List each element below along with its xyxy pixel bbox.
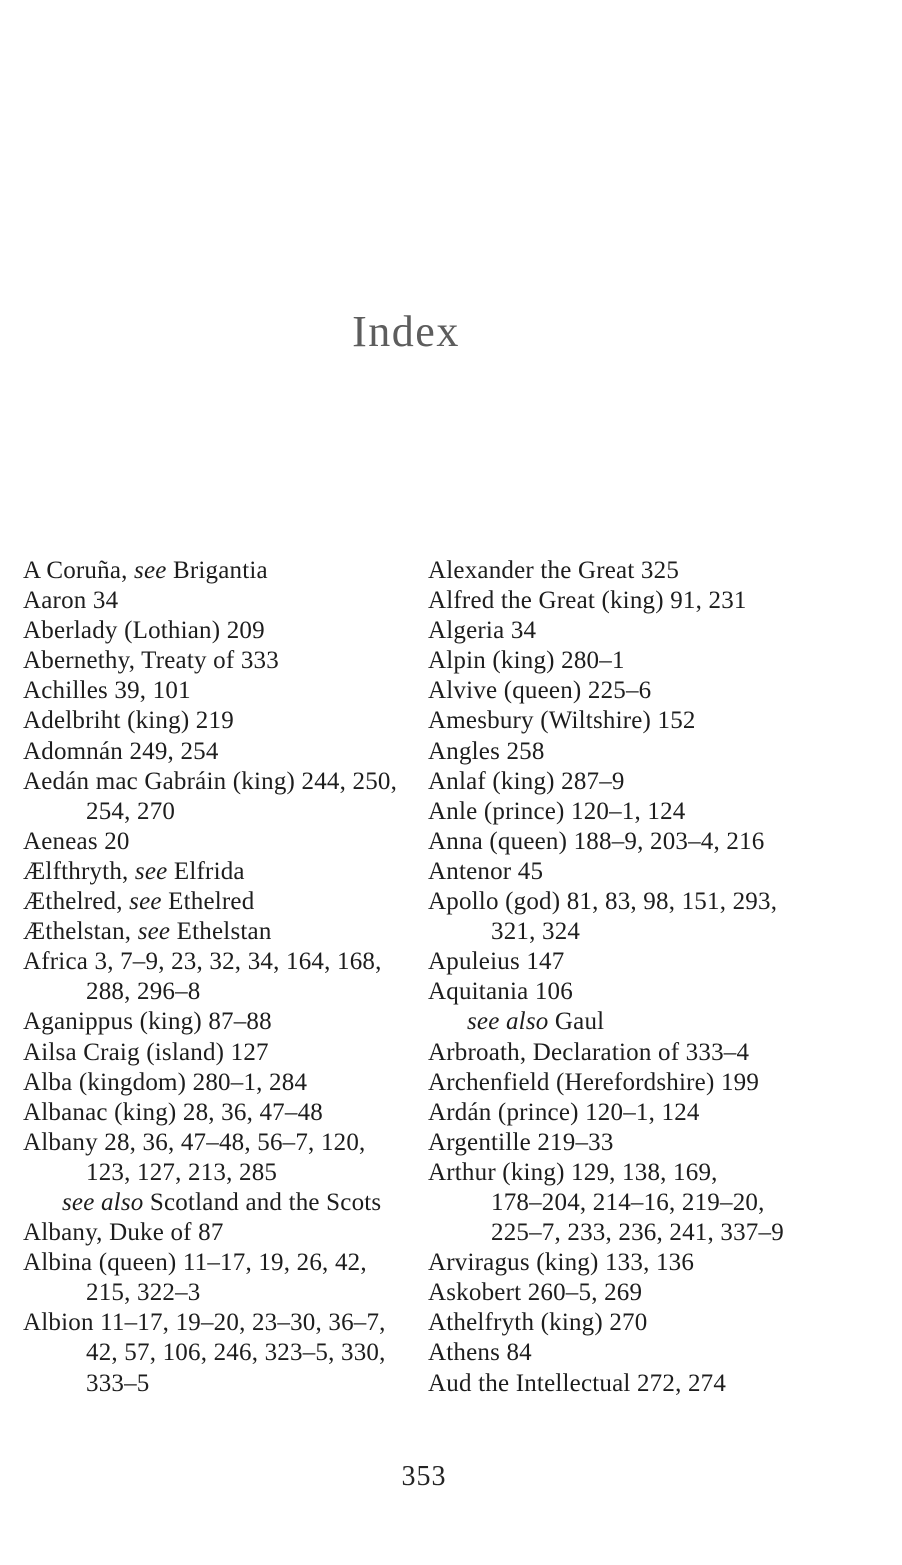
index-entry: Albina (queen) 11–17, 19, 26, 42, [23, 1249, 367, 1277]
index-entry: Angles 258 [428, 737, 545, 765]
index-entry: Alvive (queen) 225–6 [428, 677, 652, 705]
index-entry: Apollo (god) 81, 83, 98, 151, 293, [428, 888, 778, 916]
index-entry: Arviragus (king) 133, 136 [428, 1249, 695, 1277]
index-entry: Alpin (king) 280–1 [428, 647, 625, 675]
index-entry-continuation: 321, 324 [491, 918, 581, 946]
index-see-also-line: see also Gaul [467, 1008, 605, 1036]
index-entry: Antenor 45 [428, 857, 544, 885]
index-entry: Apuleius 147 [428, 948, 565, 976]
index-entry: Aganippus (king) 87–88 [23, 1008, 272, 1036]
index-entry: Achilles 39, 101 [23, 677, 191, 705]
index-column-right [428, 556, 894, 1399]
index-entry: Athens 84 [428, 1339, 532, 1367]
index-entry-continuation: 215, 322–3 [86, 1279, 201, 1307]
index-entry: A Coruña, see Brigantia [23, 557, 268, 584]
index-entry-continuation: 254, 270 [86, 797, 176, 825]
index-entry: Argentille 219–33 [428, 1128, 614, 1156]
index-entry: Anlaf (king) 287–9 [428, 767, 625, 795]
index-column-left [23, 556, 428, 1399]
index-entry: Arbroath, Declaration of 333–4 [428, 1038, 750, 1066]
index-entry-continuation: 178–204, 214–16, 219–20, [491, 1188, 765, 1216]
index-entry-continuation: 123, 127, 213, 285 [86, 1158, 278, 1186]
index-entry: Aud the Intellectual 272, 274 [428, 1369, 727, 1397]
index-entry: Ailsa Craig (island) 127 [23, 1038, 269, 1066]
index-see-also-line: see also Scotland and the Scots [62, 1188, 382, 1216]
index-entry: Albion 11–17, 19–20, 23–30, 36–7, [23, 1309, 386, 1337]
index-entry: Aedán mac Gabráin (king) 244, 250, [23, 767, 398, 795]
index-entry-continuation: 288, 296–8 [86, 978, 201, 1006]
index-entry: Æthelred, see Ethelred [23, 888, 255, 916]
index-entry: Arthur (king) 129, 138, 169, [428, 1158, 718, 1186]
page-title: Index [352, 307, 460, 356]
index-entry: Amesbury (Wiltshire) 152 [428, 707, 696, 735]
index-entry: Abernethy, Treaty of 333 [23, 647, 279, 675]
index-entry: Aeneas 20 [23, 827, 130, 855]
index-entry: Anna (queen) 188–9, 203–4, 216 [428, 827, 765, 855]
index-entry: Alba (kingdom) 280–1, 284 [23, 1068, 308, 1096]
index-entry: Aberlady (Lothian) 209 [23, 617, 265, 645]
index-entry-continuation: 42, 57, 106, 246, 323–5, 330, [86, 1339, 386, 1367]
index-entry: Alfred the Great (king) 91, 231 [428, 587, 747, 615]
index-entry: Adomnán 249, 254 [23, 737, 219, 765]
index-entry: Algeria 34 [428, 617, 537, 645]
index-entry: Alexander the Great 325 [428, 557, 680, 584]
index-entry: Albany, Duke of 87 [23, 1219, 224, 1247]
index-entry: Adelbriht (king) 219 [23, 707, 234, 735]
index-entry: Aaron 34 [23, 587, 119, 615]
index-entry-continuation: 225–7, 233, 236, 241, 337–9 [491, 1219, 784, 1247]
index-entry: Askobert 260–5, 269 [428, 1279, 643, 1307]
index-entry: Anle (prince) 120–1, 124 [428, 797, 686, 825]
index-entry: Ælfthryth, see Elfrida [23, 857, 245, 885]
page-number: 353 [401, 1461, 447, 1492]
index-entry: Aquitania 106 [428, 978, 573, 1006]
index-entry: Albanac (king) 28, 36, 47–48 [23, 1098, 323, 1126]
index-entry: Albany 28, 36, 47–48, 56–7, 120, [23, 1128, 366, 1156]
index-entry: Athelfryth (king) 270 [428, 1309, 648, 1337]
index-entry: Africa 3, 7–9, 23, 32, 34, 164, 168, [23, 948, 382, 976]
index-entry-continuation: 333–5 [86, 1369, 150, 1397]
index-entry: Ardán (prince) 120–1, 124 [428, 1098, 700, 1126]
index-entry: Archenfield (Herefordshire) 199 [428, 1068, 760, 1096]
index-entry: Æthelstan, see Ethelstan [23, 918, 272, 946]
